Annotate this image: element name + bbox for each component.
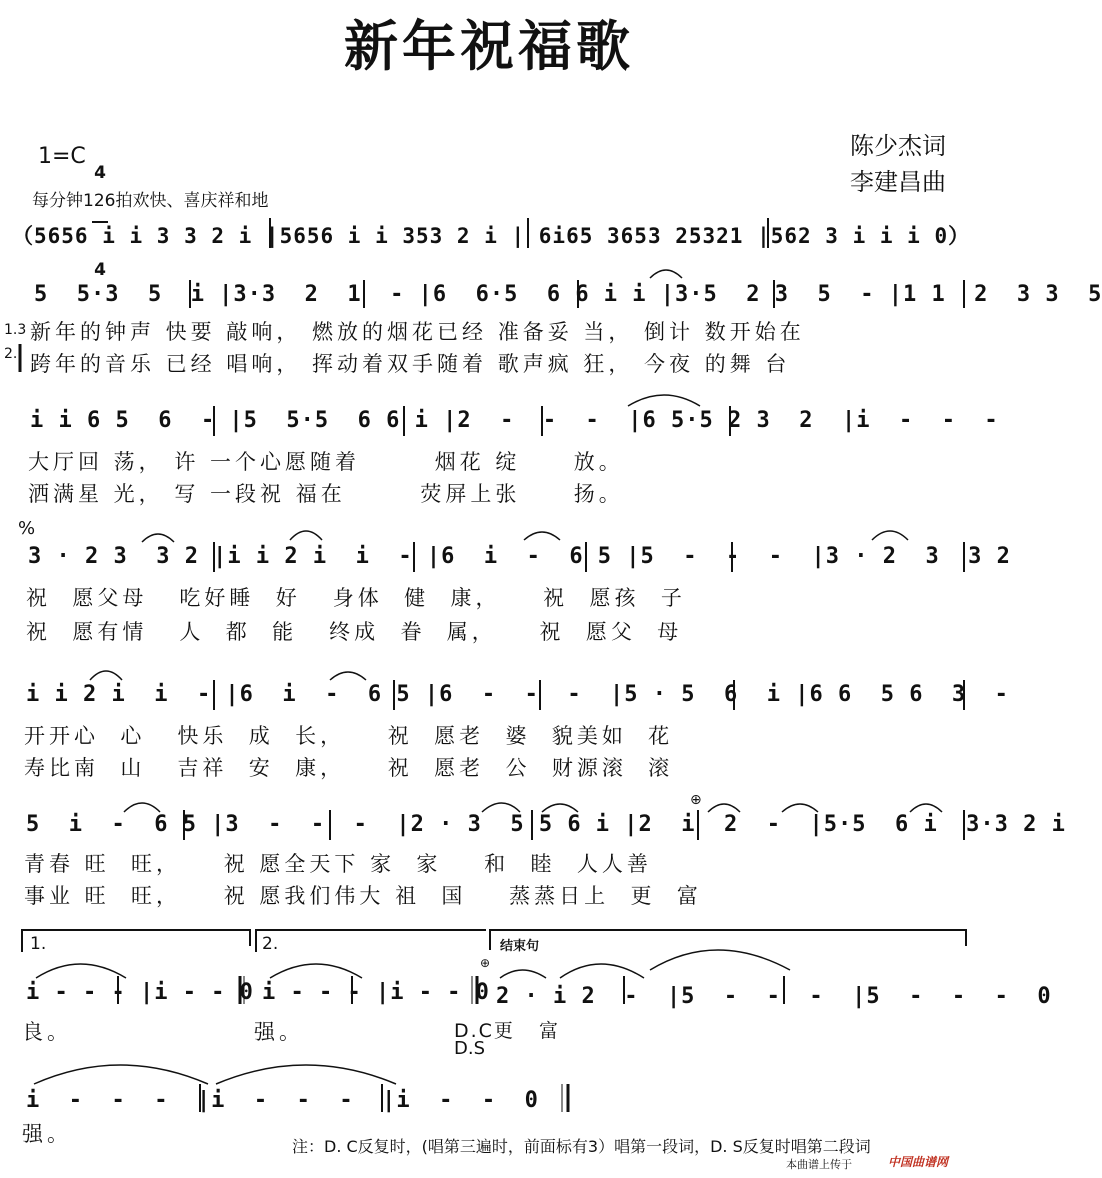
first-ending-notes: i - - - |i - - 0 — [26, 980, 254, 1005]
system-1-verse-1: 新年的钟声 快要 敲响， 燃放的烟花已经 准备妥 当， 倒计 数开始在 — [30, 320, 805, 344]
slur — [708, 804, 740, 812]
system-2-verse-1: 大厅回 荡， 许 一个心愿随着 烟花 绽 放。 — [28, 450, 624, 474]
tempo-marking: 每分钟126拍欢快、喜庆祥和地 — [32, 191, 269, 211]
slur — [524, 532, 560, 540]
tie — [270, 964, 362, 978]
final-line-lyric: 强。 — [22, 1122, 72, 1146]
slur — [500, 970, 546, 978]
system-2-notes: i i 6 5 6 - |5 5·5 6 6 i |2 - - - |6 5·5 2 3 2 |i - - - — [30, 408, 999, 433]
slur — [910, 804, 942, 812]
slur — [542, 804, 578, 812]
system-3-verse-1: 祝 愿父母 吃好睡 好 身体 健 康， 祝 愿孩 子 — [26, 586, 686, 610]
first-ending-label: 1. — [30, 934, 47, 954]
slur — [650, 270, 682, 278]
composer-credit: 李建昌曲 — [850, 168, 946, 196]
second-ending-bracket — [256, 930, 486, 952]
slur — [782, 804, 818, 812]
ds-label: D.S — [454, 1038, 486, 1059]
system-1-verse-2: 跨年的音乐 已经 唱响， 挥动着双手随着 歌声疯 狂， 今夜 的舞 台 — [30, 352, 791, 376]
second-ending-notes: i - - - |i - - 0 — [262, 980, 490, 1005]
uploader-note: 本曲谱上传于 — [786, 1158, 852, 1171]
system-5-verse-2: 事业 旺 旺， 祝 愿我们伟大 祖 国 蒸蒸日上 更 富 — [24, 884, 702, 908]
segno-sign: % — [18, 518, 36, 539]
slur — [482, 803, 520, 812]
site-logo: 中国曲谱网 — [888, 1155, 949, 1169]
tie — [34, 1065, 208, 1084]
dc-lyric: D.C更 富 — [454, 1020, 561, 1042]
system-1-notes: 5 5·3 5 i |3·3 2 1 - |6 6·5 6 6 i i |3·5 2 3 5 - |1 1 2 3 3 5 — [34, 282, 1102, 307]
slur — [90, 671, 122, 680]
slur — [124, 803, 160, 812]
slur — [628, 395, 700, 406]
coda-ending-notes: 2 · i 2 - |5 - - - |5 - - - 0 — [496, 984, 1052, 1009]
time-signature-top: 4 — [94, 163, 106, 183]
verse-2-marker: 2. — [4, 346, 18, 362]
tie — [650, 950, 790, 970]
coda-ending-label: 结束句 — [500, 939, 540, 954]
first-ending-bracket — [22, 930, 250, 952]
coda-sign: ⊕ — [690, 792, 702, 808]
tie — [36, 964, 126, 978]
key-signature: 1=C — [38, 144, 86, 169]
slur — [330, 672, 366, 680]
coda-ending-bracket — [490, 930, 966, 950]
tie — [216, 1065, 396, 1084]
slur — [872, 531, 908, 540]
second-ending-lyric: 强。 — [254, 1020, 304, 1044]
song-title: 新年祝福歌 — [344, 15, 634, 78]
system-2-verse-2: 洒满星 光， 写 一段祝 福在 荧屏上张 扬。 — [28, 482, 624, 506]
time-signature-bottom: 4 — [94, 260, 106, 280]
second-ending-label: 2. — [262, 934, 279, 954]
system-5-notes: 5 i - 6 5 |3 - - - |2 · 3 5 5 6 i |2 i 2 - |5·5 6 i 3·3 2 i — [26, 812, 1066, 837]
verse-1-marker: 1.3 — [4, 322, 27, 338]
system-4-verse-2: 寿比南 山 吉祥 安 康， 祝 愿老 公 财源滚 滚 — [24, 756, 674, 780]
slur — [290, 531, 322, 540]
system-4-notes: i i 2 i i - |6 i - 6 5 |6 - - - |5 · 5 6 i |6 6 5 6 3 - — [26, 682, 1009, 707]
coda-sign-ending: ⊕ — [480, 956, 491, 970]
system-4-verse-1: 开开心 心 快乐 成 长， 祝 愿老 婆 貌美如 花 — [24, 724, 674, 748]
final-line-notes: i - - - |i - - - |i - - 0 — [26, 1088, 539, 1113]
system-3-verse-2: 祝 愿有情 人 都 能 终成 眷 属， 祝 愿父 母 — [26, 620, 683, 644]
footnote: 注：D. C反复时，(唱第三遍时，前面标有3）唱第一段词，D. S反复时唱第二段词 — [292, 1137, 871, 1156]
system-5-verse-1: 青春 旺 旺， 祝 愿全天下 家 家 和 睦 人人善 — [24, 852, 652, 876]
slur — [142, 534, 174, 542]
first-ending-lyric: 良。 — [22, 1020, 72, 1044]
system-3-notes: 3 · 2 3 3 2 |i i 2 i i - |6 i - 6 5 |5 - - - |3 · 2 3 3 2 — [28, 544, 1011, 569]
intro-notes: （5656 i i 3 3 2 i |5656 i i 353 2 i | 6i65 3653 25321 |562 3 i i i 0） — [12, 224, 971, 248]
lyricist-credit: 陈少杰词 — [850, 132, 946, 160]
tie — [560, 964, 644, 978]
